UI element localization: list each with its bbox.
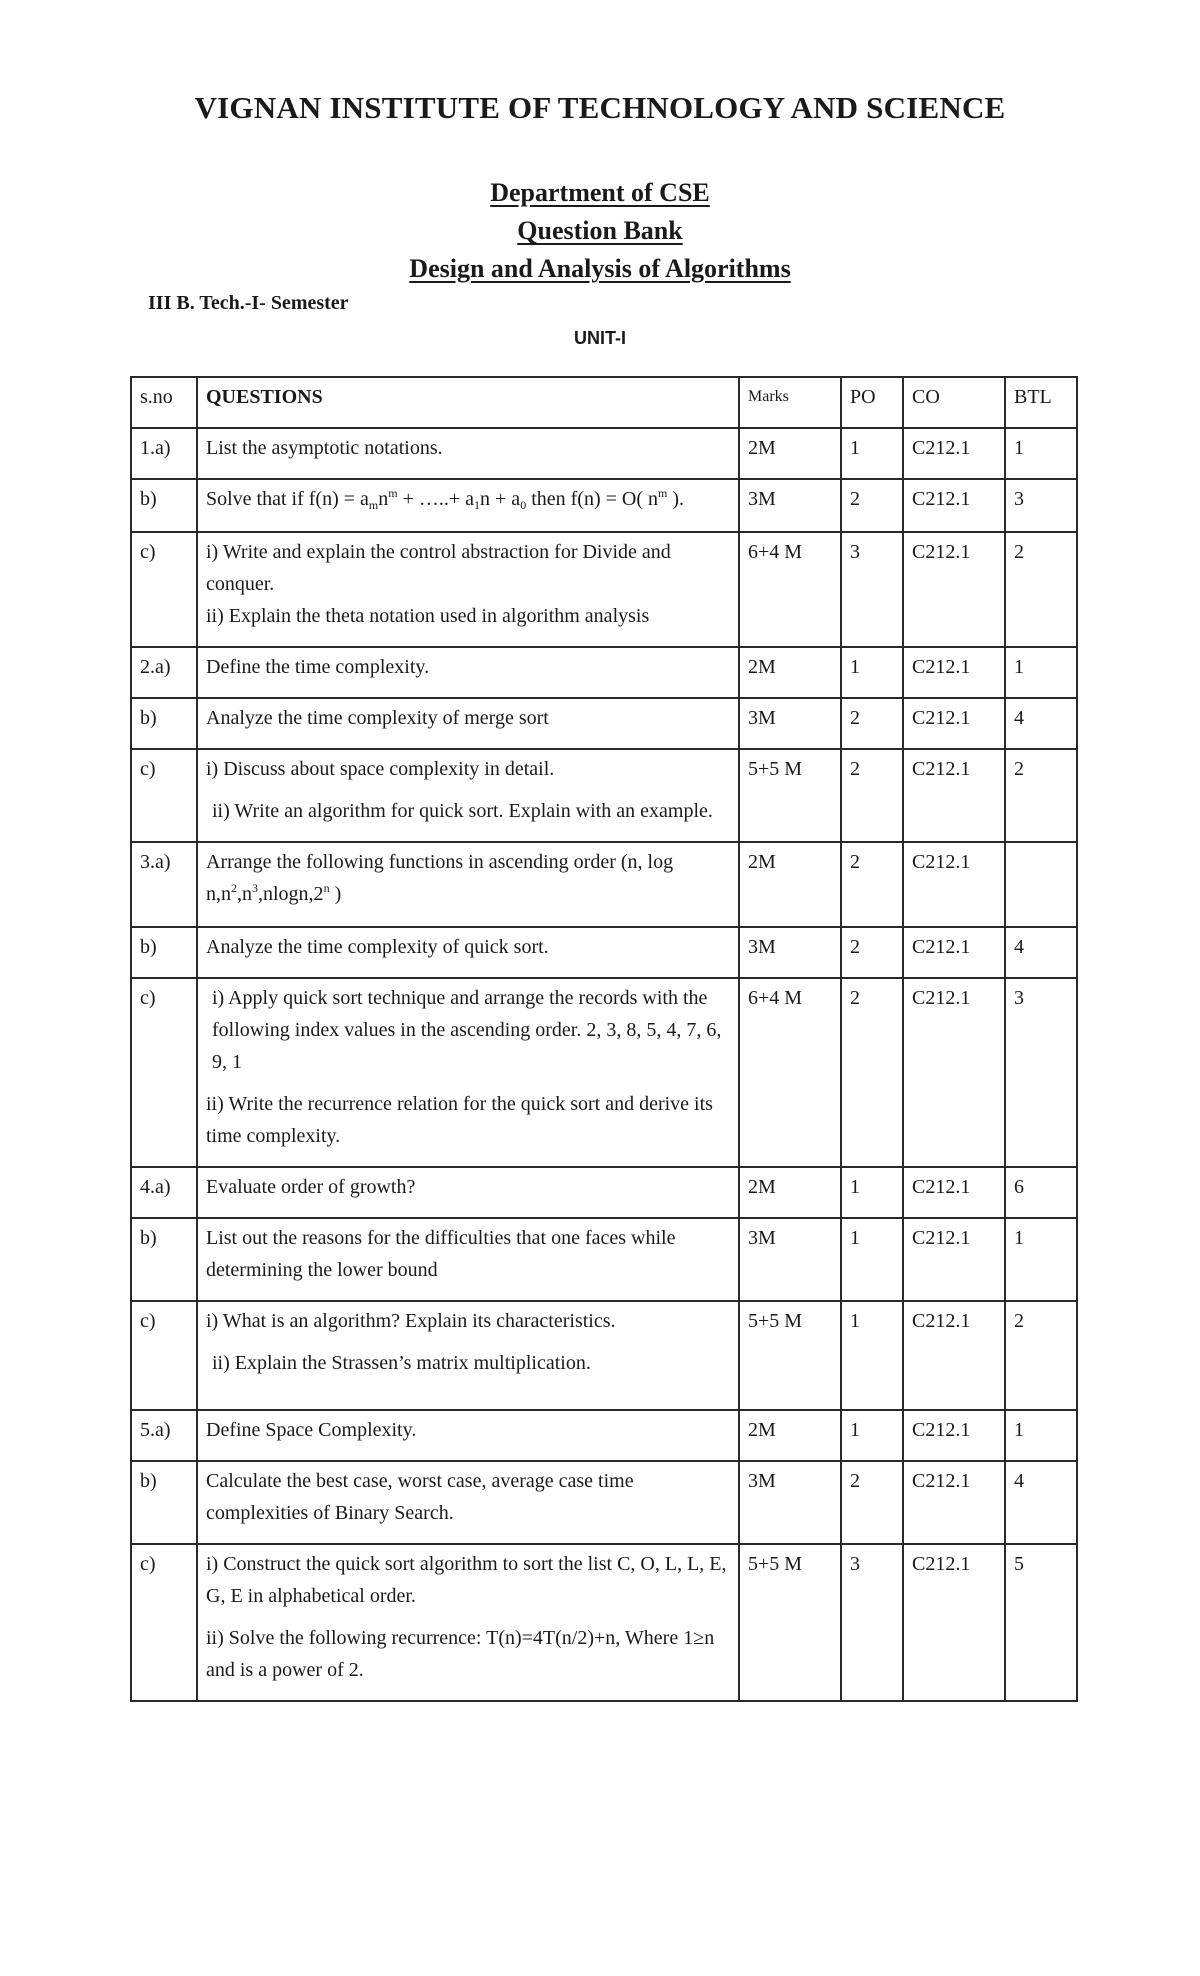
- cell-question: Analyze the time complexity of quick sort.: [197, 927, 739, 978]
- question-part: ii) Explain the theta notation used in algorithm analysis: [206, 605, 650, 627]
- cell-question: List the asymptotic notations.: [197, 428, 739, 479]
- question-part: i) Construct the quick sort algorithm to sort the list C, O, L, L, E, G, E in alphabetical order.: [206, 1553, 727, 1607]
- cell-sno: b): [131, 479, 197, 532]
- cell-co: C212.1: [903, 842, 1005, 927]
- formula-superscript: 3: [252, 881, 258, 895]
- cell-sno: 2.a): [131, 647, 197, 698]
- cell-po: 1: [841, 1218, 903, 1301]
- cell-po: 2: [841, 479, 903, 532]
- cell-marks: 3M: [739, 1461, 841, 1544]
- header-questions: QUESTIONS: [197, 377, 739, 428]
- institute-title: VIGNAN INSTITUTE OF TECHNOLOGY AND SCIENCE: [194, 90, 1006, 125]
- cell-po: 3: [841, 1544, 903, 1701]
- cell-btl: 2: [1005, 749, 1077, 842]
- formula-superscript: m: [388, 486, 398, 500]
- cell-marks: 3M: [739, 698, 841, 749]
- formula-part: ): [329, 883, 342, 905]
- cell-btl: 4: [1005, 698, 1077, 749]
- header-co: CO: [903, 377, 1005, 428]
- cell-sno: b): [131, 1218, 197, 1301]
- cell-question: [197, 1544, 739, 1701]
- cell-question: Analyze the time complexity of merge sort: [197, 698, 739, 749]
- table-row: [131, 978, 1077, 1167]
- cell-sno: c): [131, 532, 197, 647]
- formula-part: Arrange the following functions in ascending order (n, log n,n: [206, 851, 674, 905]
- question-part: ii) Write the recurrence relation for the quick sort and derive its time complexity.: [206, 1093, 713, 1147]
- table-row: [131, 479, 1077, 532]
- cell-co: C212.1: [903, 749, 1005, 842]
- question-part: ii) Write an algorithm for quick sort. Explain with an example.: [212, 800, 713, 822]
- cell-marks: 6+4 M: [739, 532, 841, 647]
- cell-question: Define the time complexity.: [197, 647, 739, 698]
- cell-po: 1: [841, 428, 903, 479]
- question-part: i) Discuss about space complexity in detail.: [206, 758, 555, 780]
- cell-btl: 2: [1005, 1301, 1077, 1410]
- cell-marks: 2M: [739, 428, 841, 479]
- cell-co: C212.1: [903, 647, 1005, 698]
- subject-heading: Design and Analysis of Algorithms: [409, 254, 791, 283]
- cell-po: 1: [841, 647, 903, 698]
- cell-question: [197, 1301, 739, 1410]
- cell-marks: 5+5 M: [739, 1544, 841, 1701]
- cell-sno: 4.a): [131, 1167, 197, 1218]
- cell-btl: 1: [1005, 428, 1077, 479]
- formula-subscript: m: [368, 498, 379, 512]
- cell-question: [197, 479, 739, 532]
- header-marks: Marks: [739, 377, 841, 428]
- cell-co: C212.1: [903, 978, 1005, 1167]
- formula-part: ,nlogn,2: [258, 883, 324, 905]
- table-row: [131, 698, 1077, 749]
- cell-question: List out the reasons for the difficulties that one faces while determining the lower bound: [197, 1218, 739, 1301]
- cell-marks: 6+4 M: [739, 978, 841, 1167]
- cell-question: [197, 978, 739, 1167]
- formula-superscript: m: [657, 486, 668, 500]
- table-row: [131, 428, 1077, 479]
- unit-label: UNIT-I: [574, 328, 626, 348]
- doc-type-heading: Question Bank: [517, 216, 683, 245]
- cell-co: C212.1: [903, 1167, 1005, 1218]
- cell-po: 2: [841, 749, 903, 842]
- cell-btl: 1: [1005, 647, 1077, 698]
- cell-po: 2: [841, 927, 903, 978]
- cell-po: 3: [841, 532, 903, 647]
- cell-sno: b): [131, 1461, 197, 1544]
- cell-co: C212.1: [903, 1461, 1005, 1544]
- cell-sno: b): [131, 927, 197, 978]
- cell-marks: 3M: [739, 1218, 841, 1301]
- cell-co: C212.1: [903, 479, 1005, 532]
- formula-part: + …..+ a: [397, 488, 475, 510]
- cell-btl: 5: [1005, 1544, 1077, 1701]
- cell-co: C212.1: [903, 1410, 1005, 1461]
- cell-marks: 3M: [739, 479, 841, 532]
- table-row: [131, 927, 1077, 978]
- cell-co: C212.1: [903, 698, 1005, 749]
- cell-co: C212.1: [903, 1544, 1005, 1701]
- cell-sno: 5.a): [131, 1410, 197, 1461]
- cell-marks: 3M: [739, 927, 841, 978]
- cell-po: 1: [841, 1301, 903, 1410]
- cell-question: [197, 532, 739, 647]
- department-heading: Department of CSE: [490, 178, 710, 207]
- cell-marks: 2M: [739, 842, 841, 927]
- table-row: [131, 1301, 1077, 1410]
- cell-question: Define Space Complexity.: [197, 1410, 739, 1461]
- formula-subscript: 0: [520, 498, 527, 512]
- table-row: [131, 532, 1077, 647]
- formula-subscript: 1: [474, 498, 481, 512]
- cell-sno: c): [131, 749, 197, 842]
- cell-po: 2: [841, 698, 903, 749]
- formula-part: n: [647, 488, 658, 510]
- table-header-row: [131, 377, 1077, 428]
- cell-marks: 5+5 M: [739, 749, 841, 842]
- cell-po: 1: [841, 1410, 903, 1461]
- cell-btl: 3: [1005, 479, 1077, 532]
- cell-sno: b): [131, 698, 197, 749]
- table-row: [131, 1544, 1077, 1701]
- cell-co: C212.1: [903, 532, 1005, 647]
- formula-superscript: 2: [231, 881, 237, 895]
- question-table: [130, 376, 1078, 1702]
- cell-po: 2: [841, 978, 903, 1167]
- formula-part: ).: [667, 488, 684, 510]
- header-btl: BTL: [1005, 377, 1077, 428]
- cell-co: C212.1: [903, 1218, 1005, 1301]
- cell-co: C212.1: [903, 927, 1005, 978]
- formula-part: ,n: [237, 883, 252, 905]
- formula-part: then f(n) = O(: [526, 488, 643, 510]
- cell-co: C212.1: [903, 1301, 1005, 1410]
- cell-question: Calculate the best case, worst case, average case time complexities of Binary Search.: [197, 1461, 739, 1544]
- cell-marks: 2M: [739, 1410, 841, 1461]
- table-row: [131, 749, 1077, 842]
- cell-sno: 3.a): [131, 842, 197, 927]
- formula-part: Solve that if f(n) = a: [206, 488, 369, 510]
- cell-marks: 5+5 M: [739, 1301, 841, 1410]
- table-row: [131, 1167, 1077, 1218]
- question-part: ii) Explain the Strassen’s matrix multiplication.: [212, 1352, 591, 1374]
- cell-sno: c): [131, 978, 197, 1167]
- cell-po: 1: [841, 1167, 903, 1218]
- table-row: [131, 1218, 1077, 1301]
- cell-btl: 4: [1005, 927, 1077, 978]
- header-po: PO: [841, 377, 903, 428]
- semester-label: III B. Tech.-I- Semester: [148, 292, 349, 314]
- cell-btl: 1: [1005, 1410, 1077, 1461]
- table-row: [131, 842, 1077, 927]
- cell-btl: 6: [1005, 1167, 1077, 1218]
- cell-question: [197, 749, 739, 842]
- table-row: [131, 647, 1077, 698]
- question-part: ii) Solve the following recurrence: T(n)=4T(n/2)+n, Where 1≥n and is a power of 2.: [206, 1627, 715, 1681]
- cell-co: C212.1: [903, 428, 1005, 479]
- cell-btl: 4: [1005, 1461, 1077, 1544]
- cell-sno: c): [131, 1301, 197, 1410]
- cell-question: Evaluate order of growth?: [197, 1167, 739, 1218]
- cell-question: [197, 842, 739, 927]
- cell-po: 2: [841, 842, 903, 927]
- question-part: i) Apply quick sort technique and arrange the records with the following index values in the ascending order. 2, 3, 8, 5, 4, 7, 6, 9, 1: [212, 987, 722, 1073]
- formula-part: n + a: [480, 488, 521, 510]
- question-part: i) What is an algorithm? Explain its characteristics.: [206, 1310, 616, 1332]
- cell-btl: 3: [1005, 978, 1077, 1167]
- cell-btl: 1: [1005, 1218, 1077, 1301]
- formula-part: n: [378, 488, 389, 510]
- formula-superscript: n: [323, 881, 330, 895]
- table-row: [131, 1410, 1077, 1461]
- cell-sno: c): [131, 1544, 197, 1701]
- header-sno: s.no: [131, 377, 197, 428]
- cell-marks: 2M: [739, 1167, 841, 1218]
- cell-btl: 2: [1005, 532, 1077, 647]
- table-row: [131, 1461, 1077, 1544]
- cell-po: 2: [841, 1461, 903, 1544]
- cell-sno: 1.a): [131, 428, 197, 479]
- cell-btl: [1005, 842, 1077, 927]
- question-part: i) Write and explain the control abstraction for Divide and conquer.: [206, 541, 671, 595]
- cell-marks: 2M: [739, 647, 841, 698]
